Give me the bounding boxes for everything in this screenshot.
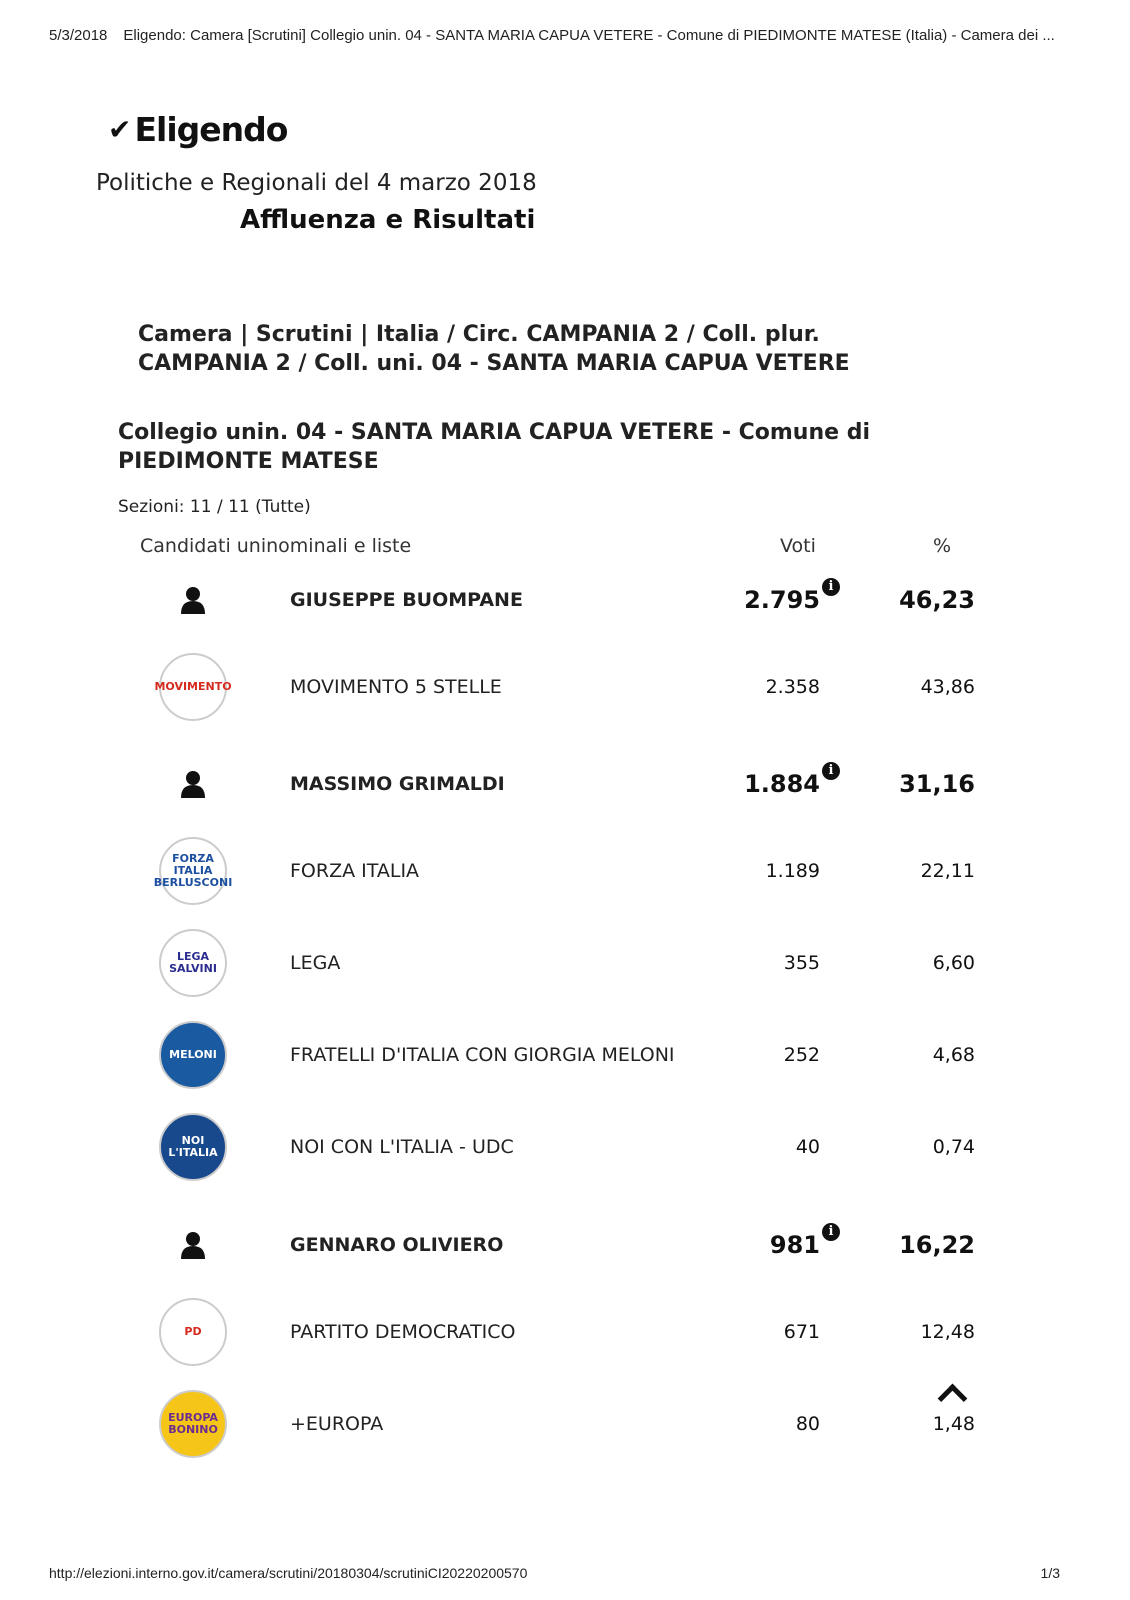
row-votes: 1.189 xyxy=(765,860,820,882)
list-row xyxy=(0,1302,1130,1362)
row-pct: 4,68 xyxy=(932,1044,975,1066)
row-pct: 16,22 xyxy=(899,1231,975,1259)
sezioni-count: Sezioni: 11 / 11 (Tutte) xyxy=(118,497,311,517)
row-votes: 40 xyxy=(795,1136,820,1158)
person-icon xyxy=(158,1210,228,1280)
print-url: http://elezioni.interno.gov.it/camera/scrutini/20180304/scrutiniCI20220200570 xyxy=(49,1565,528,1581)
row-name: MASSIMO GRIMALDI xyxy=(290,773,505,795)
print-header xyxy=(49,27,1071,44)
row-name: +EUROPA xyxy=(290,1413,384,1435)
ballot-check-icon: ✔ xyxy=(108,113,131,146)
print-title: Eligendo: Camera [Scrutini] Collegio unin. 04 - SANTA MARIA CAPUA VETERE - Comune di PIEDIMONTE MATESE (Italia) - Camera dei ... xyxy=(123,27,1055,44)
column-header-votes: Voti xyxy=(780,535,816,557)
row-pct: 1,48 xyxy=(932,1413,975,1435)
row-votes: 1.884 xyxy=(744,770,820,798)
party-logo: LEGA SALVINI xyxy=(158,928,228,998)
person-icon xyxy=(158,749,228,819)
list-row xyxy=(0,657,1130,717)
party-logo: FORZA ITALIA BERLUSCONI xyxy=(158,836,228,906)
info-icon[interactable]: i xyxy=(822,1223,840,1241)
candidate-row xyxy=(0,570,1130,630)
row-name: LEGA xyxy=(290,952,341,974)
row-pct: 0,74 xyxy=(932,1136,975,1158)
page-number: 1/3 xyxy=(1040,1565,1060,1581)
person-icon xyxy=(158,565,228,635)
row-pct: 46,23 xyxy=(899,586,975,614)
row-pct: 31,16 xyxy=(899,770,975,798)
row-votes: 252 xyxy=(783,1044,820,1066)
print-footer xyxy=(49,1565,1060,1581)
row-name: MOVIMENTO 5 STELLE xyxy=(290,676,502,698)
row-name: FRATELLI D'ITALIA CON GIORGIA MELONI xyxy=(290,1044,675,1066)
row-name: FORZA ITALIA xyxy=(290,860,420,882)
row-votes: 80 xyxy=(795,1413,820,1435)
party-logo: PD xyxy=(158,1297,228,1367)
party-logo: MOVIMENTO xyxy=(158,652,228,722)
candidate-row xyxy=(0,754,1130,814)
row-name: GIUSEPPE BUOMPANE xyxy=(290,589,523,611)
subtitle: Politiche e Regionali del 4 marzo 2018 xyxy=(96,170,537,196)
row-pct: 43,86 xyxy=(920,676,975,698)
row-votes: 355 xyxy=(783,952,820,974)
list-row xyxy=(0,841,1130,901)
column-header-name: Candidati uninominali e liste xyxy=(140,535,412,557)
row-votes: 2.358 xyxy=(765,676,820,698)
list-row xyxy=(0,933,1130,993)
party-logo: MELONI xyxy=(158,1020,228,1090)
row-votes: 2.795 xyxy=(744,586,820,614)
info-icon[interactable]: i xyxy=(822,578,840,596)
row-pct: 22,11 xyxy=(920,860,975,882)
row-name: GENNARO OLIVIERO xyxy=(290,1234,504,1256)
row-name: PARTITO DEMOCRATICO xyxy=(290,1321,516,1343)
row-pct: 6,60 xyxy=(932,952,975,974)
page-heading: Affluenza e Risultati xyxy=(240,205,536,235)
print-date: 5/3/2018 xyxy=(49,27,108,44)
party-logo: EUROPA BONINO xyxy=(158,1389,228,1459)
info-icon[interactable]: i xyxy=(822,762,840,780)
row-pct: 12,48 xyxy=(920,1321,975,1343)
breadcrumb[interactable]: Camera | Scrutini | Italia / Circ. CAMPANIA 2 / Coll. plur. CAMPANIA 2 / Coll. uni. 04 - SANTA MARIA CAPUA VETERE xyxy=(138,322,850,376)
page-title: Collegio unin. 04 - SANTA MARIA CAPUA VETERE - Comune di PIEDIMONTE MATESE xyxy=(118,420,870,474)
column-header-pct: % xyxy=(933,535,952,557)
candidate-row xyxy=(0,1215,1130,1275)
row-votes: 671 xyxy=(783,1321,820,1343)
list-row xyxy=(0,1117,1130,1177)
row-votes: 981 xyxy=(769,1231,820,1259)
list-row xyxy=(0,1025,1130,1085)
eligendo-logo[interactable]: ✔ Eligendo xyxy=(108,110,288,149)
party-logo: NOI L'ITALIA xyxy=(158,1112,228,1182)
row-name: NOI CON L'ITALIA - UDC xyxy=(290,1136,514,1158)
